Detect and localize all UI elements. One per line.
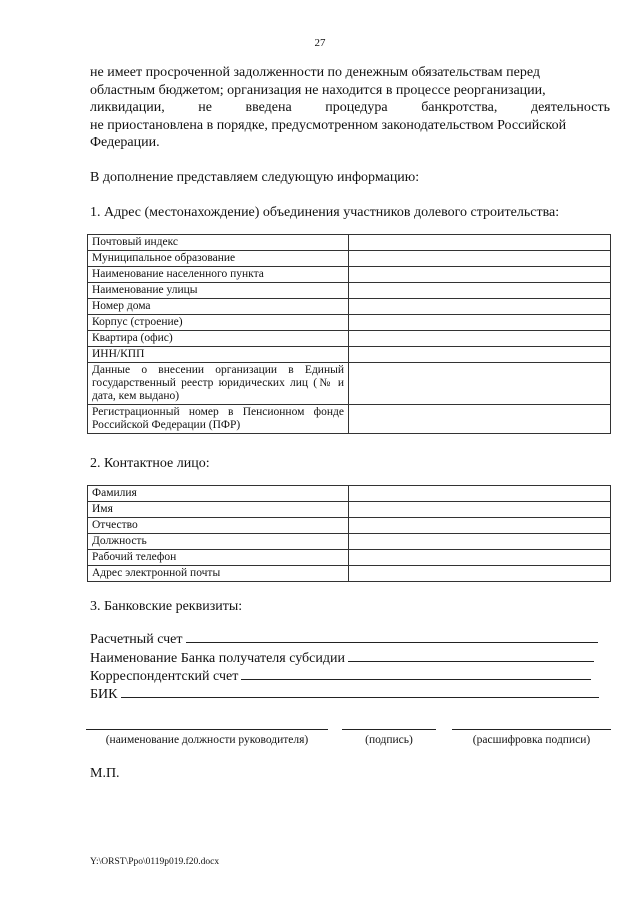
row-value-field[interactable] — [349, 534, 611, 550]
intro-line-5: Федерации. — [90, 135, 160, 150]
table-row — [88, 331, 611, 347]
intro-paragraph — [90, 64, 610, 152]
row-value-field[interactable] — [349, 251, 611, 267]
row-value-field[interactable] — [349, 486, 611, 502]
row-label: Рабочий телефон — [88, 550, 349, 566]
row-value-field[interactable] — [349, 347, 611, 363]
intro-word: введена — [245, 100, 292, 115]
section-1-heading: 1. Адрес (местонахождение) объединения участников долевого строительства: — [90, 205, 560, 220]
row-value-field[interactable] — [349, 283, 611, 299]
position-caption: (наименование должности руководителя) — [105, 734, 309, 746]
row-label: ИНН/КПП — [88, 347, 349, 363]
position-signature-line[interactable] — [86, 728, 328, 730]
table-row — [88, 518, 611, 534]
row-value-field[interactable] — [349, 518, 611, 534]
bank-field-line[interactable] — [241, 668, 591, 680]
bank-field-bank-name — [90, 650, 610, 667]
row-value-field[interactable] — [349, 550, 611, 566]
table-row — [88, 550, 611, 566]
bank-field-line[interactable] — [121, 686, 599, 698]
table-row — [88, 347, 611, 363]
row-value-field[interactable] — [349, 267, 611, 283]
table-row — [88, 315, 611, 331]
bank-field-bik — [90, 686, 610, 703]
transcript-signature-line[interactable] — [452, 728, 611, 730]
row-label: Номер дома — [88, 299, 349, 315]
intro-line-4: не приостановлена в порядке, предусмотренном законодательством Российской — [90, 117, 567, 133]
bank-field-label: Наименование Банка получателя субсидии — [90, 651, 345, 666]
page-number: 27 — [314, 37, 326, 49]
row-label: Наименование улицы — [88, 283, 349, 299]
intro-line-1-text: не имеет просроченной задолженности по денежным обязательствам перед — [90, 65, 541, 80]
row-value-field[interactable] — [349, 235, 611, 251]
signature-caption: (подпись) — [365, 734, 413, 746]
row-label: Имя — [88, 502, 349, 518]
row-label: Данные о внесении организации в Единый государственный реестр юридических лиц (№ и дата, кем выдано) — [88, 363, 349, 405]
address-table — [87, 234, 611, 434]
row-label: Наименование населенного пункта — [88, 267, 349, 283]
row-label: Должность — [88, 534, 349, 550]
table-row — [88, 486, 611, 502]
bank-field-line[interactable] — [348, 650, 594, 662]
section-3-heading: 3. Банковские реквизиты: — [90, 599, 243, 614]
table-row — [88, 566, 611, 582]
table-row — [88, 235, 611, 251]
table-row — [88, 502, 611, 518]
row-value-field[interactable] — [349, 405, 611, 434]
bank-field-correspondent — [90, 668, 610, 685]
table-row — [88, 251, 611, 267]
row-label: Корпус (строение) — [88, 315, 349, 331]
table-row — [88, 283, 611, 299]
intro-word: ликвидации, — [90, 100, 165, 115]
additional-info-text: В дополнение представляем следующую информацию: — [90, 170, 420, 185]
bank-field-label: Корреспондентский счет — [90, 669, 239, 684]
row-value-field[interactable] — [349, 566, 611, 582]
signature-line[interactable] — [342, 728, 436, 730]
intro-word: деятельность — [530, 100, 610, 115]
bank-field-line[interactable] — [186, 631, 598, 643]
row-label: Отчество — [88, 518, 349, 534]
bank-field-label: Расчетный счет — [90, 632, 183, 647]
row-label: Фамилия — [88, 486, 349, 502]
intro-line-1 — [90, 64, 610, 82]
row-value-field[interactable] — [349, 363, 611, 405]
table-row — [88, 405, 611, 434]
file-path-footer: Y:\ORST\Ppo\0119p019.f20.docx — [90, 857, 220, 867]
transcript-caption: (расшифровка подписи) — [472, 734, 591, 746]
intro-word: процедура — [325, 100, 388, 115]
table-row — [88, 534, 611, 550]
bank-field-label: БИК — [90, 687, 118, 702]
intro-word: не — [198, 100, 212, 115]
row-value-field[interactable] — [349, 331, 611, 347]
bank-field-account — [90, 631, 610, 648]
row-value-field[interactable] — [349, 315, 611, 331]
row-label: Адрес электронной почты — [88, 566, 349, 582]
contact-table — [87, 485, 611, 582]
row-value-field[interactable] — [349, 299, 611, 315]
row-label: Регистрационный номер в Пенсионном фонде Российской Федерации (ПФР) — [88, 405, 349, 434]
row-label: Квартира (офис) — [88, 331, 349, 347]
table-row — [88, 299, 611, 315]
intro-line-3 — [90, 99, 610, 117]
section-2-heading: 2. Контактное лицо: — [90, 456, 210, 471]
table-row — [88, 363, 611, 405]
stamp-place: М.П. — [90, 766, 120, 781]
intro-line-2: областным бюджетом; организация не находится в процессе реорганизации, — [90, 82, 546, 98]
row-label: Муниципальное образование — [88, 251, 349, 267]
row-label: Почтовый индекс — [88, 235, 349, 251]
table-row — [88, 267, 611, 283]
intro-word: банкротства, — [421, 100, 498, 115]
row-value-field[interactable] — [349, 502, 611, 518]
